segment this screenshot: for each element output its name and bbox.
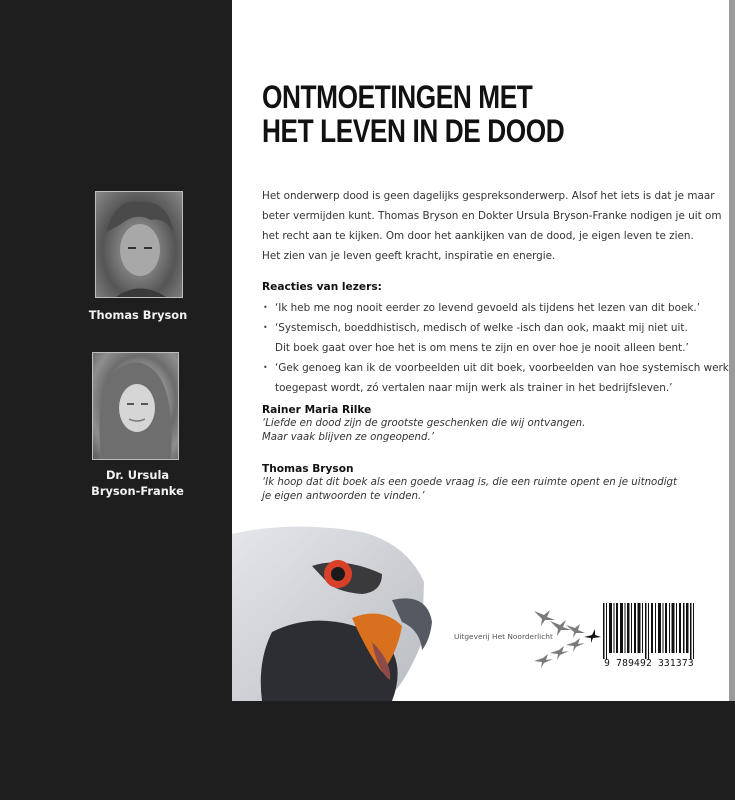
quote-line: ‘Liefde en dood zijn de grootste geschenken die wij ontvangen.	[262, 418, 586, 429]
intro-line: Het zien van je leven geeft kracht, inspiratie en energie.	[262, 250, 556, 262]
author-photo-thomas-bryson	[95, 191, 183, 298]
intro-line: het recht aan te kijken. Om door het aankijken van de dood, je eigen leven te zien.	[262, 230, 694, 242]
review-item	[262, 358, 729, 398]
author-name-line: Thomas Bryson	[88, 308, 188, 322]
review-line: Dit boek gaat over hoe het is om mens te zijn en over hoe je nooit alleen bent.’	[275, 342, 689, 354]
publisher-name: Uitgeverij Het Noorderlicht	[454, 632, 553, 641]
title-line: ONTMOETINGEN MET	[262, 79, 533, 115]
kite-bird-image	[232, 522, 437, 701]
author-name-line: Dr. Ursula	[105, 468, 170, 482]
book-title	[262, 80, 564, 148]
reviews-heading: Reacties van lezers:	[262, 281, 382, 293]
quote-text	[262, 417, 729, 445]
review-item	[262, 298, 729, 318]
review-line: • ‘Gek genoeg kan ik de voorbeelden uit dit boek, voorbeelden van hoe systemisch werk	[275, 362, 729, 374]
review-line: • ‘Ik heb me nog nooit eerder zo levend gevoeld als tijdens het lezen van dit boek.’	[275, 302, 701, 314]
quote-bryson	[262, 462, 729, 504]
flying-geese-icon	[530, 603, 610, 673]
quote-author: Thomas Bryson	[262, 463, 354, 475]
review-line: • ‘Systemisch, boeddhistisch, medisch of welke -isch dan ook, maakt mij niet uit.	[275, 322, 688, 334]
publisher-logo	[454, 603, 584, 673]
author-name-2	[80, 467, 195, 499]
barcode-icon	[601, 603, 697, 659]
quote-line: ‘Ik hoop dat dit boek als een goede vraag is, die een ruimte opent en je uitnodigt	[262, 477, 678, 488]
intro-line: Het onderwerp dood is geen dagelijks gespreksonderwerp. Alsof het iets is dat je maar	[262, 190, 715, 202]
page-edge-strip	[729, 0, 735, 701]
back-cover-panel	[232, 0, 729, 701]
title-line: HET LEVEN IN DE DOOD	[262, 113, 565, 149]
portrait-icon	[96, 192, 182, 297]
quote-line: je eigen antwoorden te vinden.’	[262, 491, 425, 502]
reviews-list	[262, 298, 729, 398]
intro-paragraph	[262, 186, 722, 266]
review-line: toegepast wordt, zó vertalen naar mijn werk als trainer in het bedrijfsleven.’	[275, 382, 673, 394]
reader-reviews	[262, 280, 729, 398]
author-name-line: Bryson-Franke	[91, 484, 184, 498]
quote-author: Rainer Maria Rilke	[262, 404, 372, 416]
review-item	[262, 318, 729, 358]
quote-rilke	[262, 403, 729, 445]
portrait-icon	[93, 353, 178, 459]
quote-line: Maar vaak blijven ze ongeopend.’	[262, 432, 434, 443]
isbn-barcode	[601, 603, 697, 669]
isbn-number: 9 789492 331373	[604, 658, 694, 669]
quote-text	[262, 476, 729, 504]
author-name-1	[86, 307, 190, 323]
author-photo-ursula-bryson-franke	[92, 352, 179, 460]
intro-line: beter vermijden kunt. Thomas Bryson en Dokter Ursula Bryson-Franke nodigen je uit om	[262, 210, 722, 222]
